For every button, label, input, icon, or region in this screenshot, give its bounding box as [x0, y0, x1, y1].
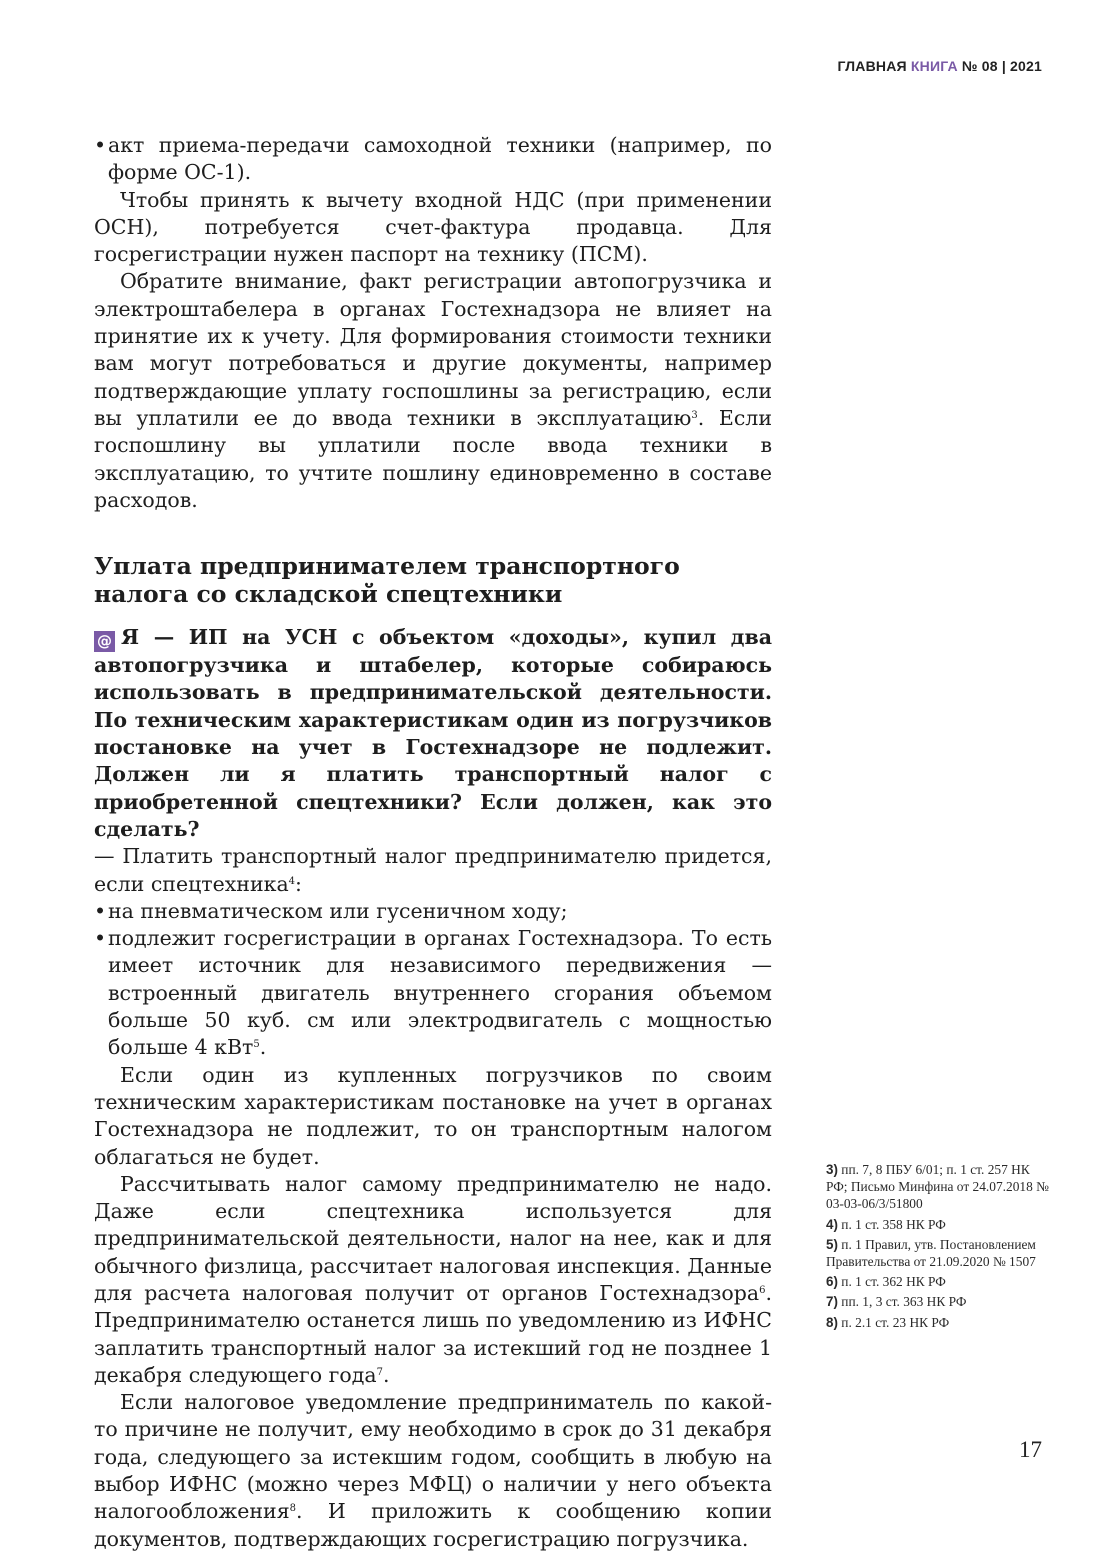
footnote: 3) пп. 7, 8 ПБУ 6/01; п. 1 ст. 257 НК РФ; Письмо Минфина от 24.07.2018 № 03-03-06/3/51800 [826, 1162, 1049, 1212]
paragraph-calc: Рассчитывать налог самому предпринимателю не надо. Даже если спецтехника используется для предпринимательской деятельности, налог на нее, как и для обычного физлица, рассчитает налоговая инспекция. Данные для расчета налоговая получит от органов Гостехнадзора$^6$. Предпринимателю останется лишь по уведомлению из ИФНС заплатить транспортный налог за истекший год не позднее 1 декабря следующего года$^7$. [94, 1171, 772, 1387]
footnote-ref[interactable]: 3 [691, 409, 698, 421]
magazine-title-accent: КНИГА [910, 58, 958, 74]
footnote: 8) п. 2.1 ст. 23 НК РФ [826, 1314, 950, 1330]
paragraph-if: Если один из купленных погрузчиков по своим техническим характеристикам постановке на учет в органах Гостехнадзора не подлежит, то он транспортным налогом облагаться не будет. [94, 1062, 772, 1169]
footnote: 5) п. 1 Правил, утв. Постановлением Правительства от 21.09.2020 № 1507 [826, 1236, 1036, 1270]
article-body [94, 132, 772, 1553]
footnote-ref[interactable]: 8 [289, 1503, 297, 1515]
page-number: 17 [1019, 1437, 1042, 1462]
footnotes [826, 1161, 1050, 1334]
running-header [837, 58, 1042, 74]
reader-question: @ Я — ИП на УСН с объектом «доходы», купил два автопогрузчика и штабелер, которые собираюсь использовать в предпринимательской деятельности. По техническим характеристикам один из погрузчиков постановке на учет в Гостехнадзоре не подлежит. Должен ли я платить транспортный налог с приобретенной спецтехники? Если должен, как это сделать? [94, 625, 772, 841]
issue-number: № 08 | 2021 [961, 58, 1042, 74]
footnote-ref[interactable]: 6 [759, 1284, 766, 1296]
section-heading: Уплата предпринимателем транспортного налога со складской спецтехники [94, 552, 680, 609]
list-item: • на пневматическом или гусеничном ходу; [94, 898, 772, 925]
paragraph-vat: Чтобы принять к вычету входной НДС (при применении ОСН), потребуется счет-фактура продавца. Для госрегистрации нужен паспорт на технику (ПСМ). [94, 187, 772, 267]
footnote-ref[interactable]: 4 [288, 875, 296, 887]
footnote: 7) пп. 1, 3 ст. 363 НК РФ [826, 1294, 967, 1310]
magazine-title: ГЛАВНАЯ [837, 58, 907, 74]
at-icon: @ [94, 631, 115, 652]
footnote: 4) п. 1 ст. 358 НК РФ [826, 1216, 946, 1232]
list-item: • подлежит госрегистрации в органах Гостехнадзора. То есть имеет источник для независимого передвижения — встроенный двигатель внутреннего сгорания объемом больше 50 куб. см или электродвигатель с мощностью больше 4 кВт$^5$. [94, 925, 772, 1061]
footnote: 6) п. 1 ст. 362 НК РФ [826, 1274, 946, 1290]
answer-paragraph: — Платить транспортный налог предпринимателю придется, если спецтехника$^4$: [94, 844, 772, 896]
paragraph-notice: Если налоговое уведомление предприниматель по какой-то причине не получит, ему необходимо в срок до 31 декабря года, следующего за истекшим годом, сообщить в любую на выбор ИФНС (можно через МФЦ) о наличии у него объекта налогообложения$^8$. И приложить к сообщению копии документов, подтверждающих госрегистрацию погрузчика. [94, 1390, 772, 1551]
list-item: • акт приема-передачи самоходной техники (например, по форме ОС-1). [94, 132, 772, 187]
footnote-ref[interactable]: 5 [253, 1039, 260, 1051]
paragraph-attention: Обратите внимание, факт регистрации автопогрузчика и электроштабелера в органах Гостехнадзора не влияет на принятие их к учету. Для формирования стоимости техники вам могут потребоваться и другие документы, например подтверждающие уплату госпошлины за регистрацию, если вы уплатили ее до ввода техники в эксплуатацию$^3$. Если госпошлину вы уплатили после ввода техники в эксплуатацию, то учтите пошлину единовременно в составе расходов. [94, 269, 772, 512]
footnote-ref[interactable]: 7 [376, 1366, 383, 1378]
